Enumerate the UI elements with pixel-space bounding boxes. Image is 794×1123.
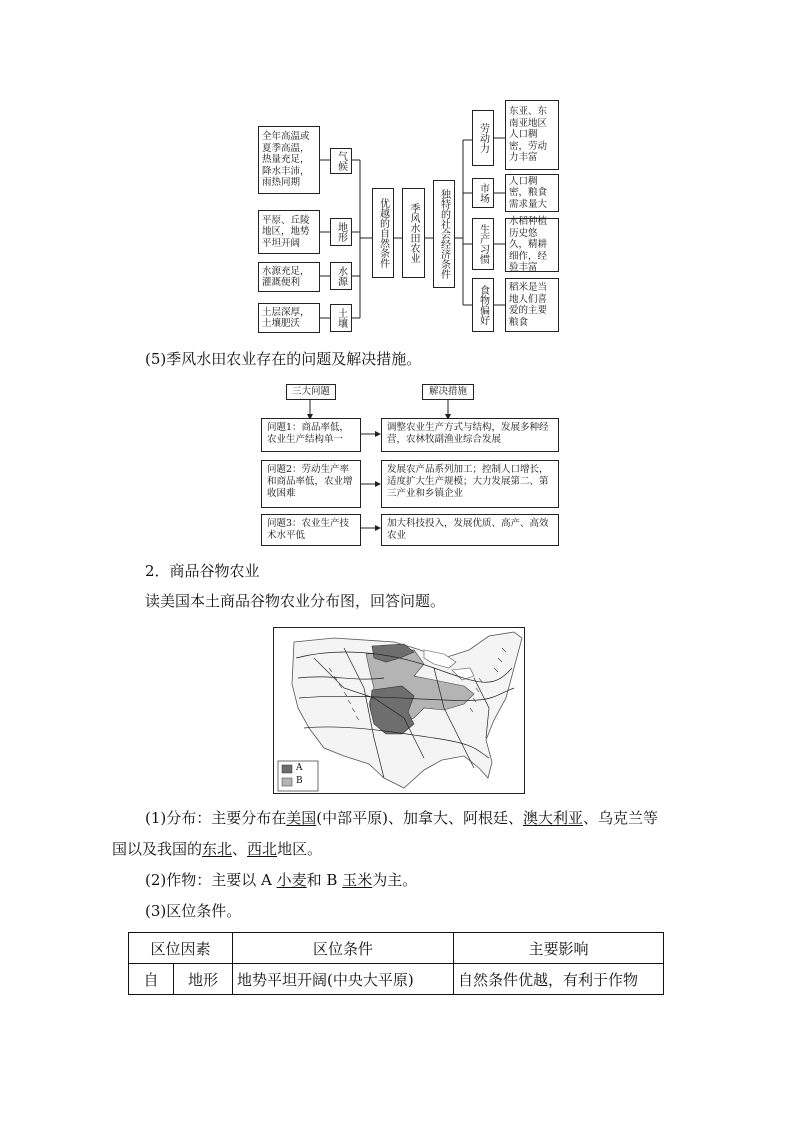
us-grain-map	[273, 627, 525, 794]
food-description-box: 稻米是当地人们喜爱的主要粮食	[505, 278, 559, 332]
problem-2-box: 问题2：劳动生产率和商品率低，农业增收困难	[261, 460, 361, 508]
legend-swatch-b	[282, 778, 292, 786]
legend-label-a: A	[296, 763, 303, 773]
social-factor-labor: 劳动力	[472, 110, 494, 166]
social-conditions-box: 独特的社会经济条件	[433, 180, 455, 288]
q1-line2	[112, 840, 322, 858]
landform-description-box: 平原、丘陵地区，地势平坦开阔	[258, 210, 320, 254]
center-monsoon-rice-box: 季风水田农业	[402, 188, 425, 278]
table-header-effects: 主要影响	[454, 933, 664, 964]
q1-prefix: (1)分布：主要分布在	[145, 809, 287, 827]
table-header-row	[129, 933, 664, 964]
q1-answer-northeast: 东北	[202, 840, 233, 858]
market-description-box: 人口稠密，粮食需求量大	[505, 174, 559, 212]
q1-answer-northwest: 西北	[247, 840, 278, 858]
solution-2-box: 发展农产品系列加工；控制人口增长，适度扩大生产规模；大力发展第二、第三产业和乡镇企业	[381, 460, 559, 508]
table-header-conditions: 区位条件	[233, 933, 454, 964]
q1-line1	[145, 809, 658, 827]
soil-description-box: 土层深厚，土壤肥沃	[258, 303, 320, 333]
location-conditions-table	[128, 932, 664, 995]
header-solutions: 解决措施	[422, 384, 474, 400]
labor-description-box: 东亚、东南亚地区人口稠密，劳动力丰富	[505, 100, 559, 170]
social-factor-market: 市场	[472, 178, 494, 208]
factor-landform: 地形	[330, 218, 352, 246]
table-cell-factor: 地形	[174, 964, 233, 995]
map-graphic	[274, 628, 524, 793]
q1-end: 地区。	[277, 840, 323, 858]
q1-sep: 、	[232, 840, 248, 858]
section-2-intro: 读美国本土商品谷物农业分布图，回答问题。	[145, 592, 446, 610]
table-cell-category: 自	[129, 964, 174, 995]
table-header-factors: 区位因素	[129, 933, 233, 964]
q1-answer-australia: 澳大利亚	[522, 809, 583, 827]
table-cell-condition: 地势平坦开阔(中央大平原)	[233, 964, 454, 995]
q2-line	[145, 871, 417, 889]
table-cell-effect: 自然条件优越，有利于作物	[454, 964, 664, 995]
natural-conditions-box: 优越的自然条件	[372, 188, 394, 278]
header-problems: 三大问题	[286, 384, 336, 400]
q2-prefix: (2)作物：主要以 A	[145, 871, 277, 889]
problem-1-box: 问题1：商品率低，农业生产结构单一	[261, 418, 361, 452]
problem-3-box: 问题3：农业生产技术水平低	[261, 514, 361, 546]
q2-answer-corn: 玉米	[342, 871, 373, 889]
q1-answer-usa: 美国	[286, 809, 317, 827]
climate-description-box: 全年高温或夏季高温，热量充足，降水丰沛，雨热同期	[258, 126, 320, 194]
q2-mid: 和 B	[306, 871, 343, 889]
water-description-box: 水源充足，灌溉便利	[258, 262, 320, 292]
social-factor-habits: 生产习惯	[472, 218, 494, 270]
q2-answer-wheat: 小麦	[276, 871, 307, 889]
table-row	[129, 964, 664, 995]
solution-3-box: 加大科技投入，发展优质、高产、高效农业	[381, 514, 559, 546]
legend-label-b: B	[296, 776, 303, 786]
factor-water: 水源	[330, 262, 352, 290]
q3-text: (3)区位条件。	[145, 902, 242, 920]
factor-climate: 气候	[330, 148, 352, 174]
solution-1-box: 调整农业生产方式与结构，发展多种经营，农林牧副渔业综合发展	[381, 418, 559, 452]
legend-swatch-a	[282, 765, 292, 773]
habits-description-box: 水稻种植历史悠久，精耕细作，经验丰富	[505, 218, 559, 272]
q2-end: 为主。	[372, 871, 418, 889]
q1-line2-prefix: 国以及我国的	[112, 840, 203, 858]
question-5-text: (5)季风水田农业存在的问题及解决措施。	[145, 350, 422, 368]
social-factor-food: 食物偏好	[472, 278, 494, 332]
q1-mid1: (中部平原)、加拿大、阿根廷、	[316, 809, 523, 827]
factor-soil: 土壤	[330, 304, 352, 332]
section-2-title: 2．商品谷物农业	[145, 562, 260, 580]
q1-mid2: 、乌克兰等	[583, 809, 659, 827]
